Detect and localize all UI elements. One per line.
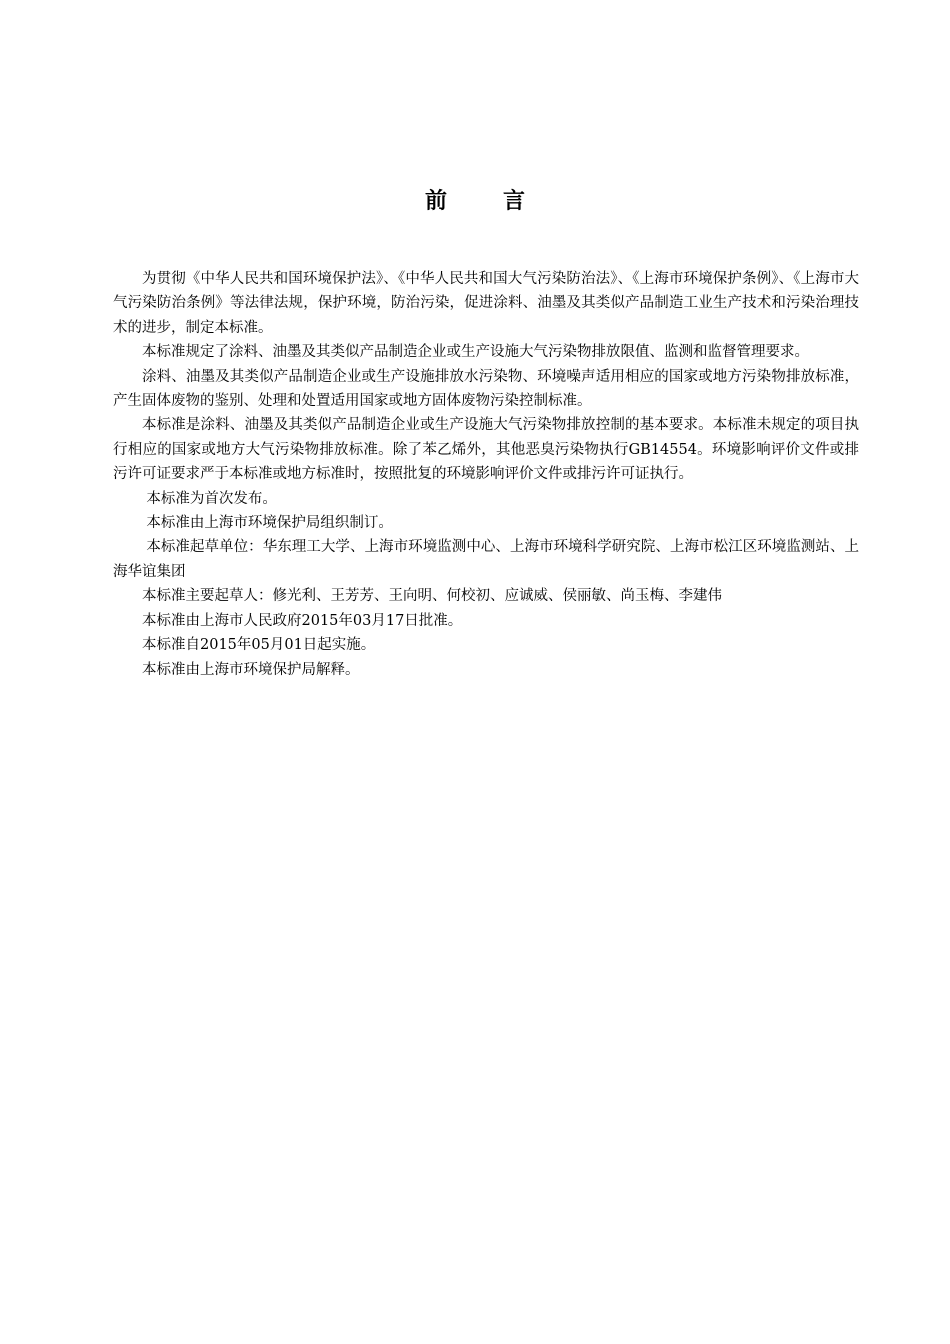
page-title xyxy=(0,184,950,215)
paragraph-effective-date: 本标准自2015年05月01日起实施。 xyxy=(142,637,376,654)
paragraph-first-release: 本标准为首次发布。 xyxy=(146,490,277,507)
paragraph-interpretation: 本标准由上海市环境保护局解释。 xyxy=(142,661,360,678)
title-char-1: 前 xyxy=(424,189,447,214)
paragraph-other-pollutants: 涂料、油墨及其类似产品制造企业或生产设施排放水污染物、环境噪声适用相应的国家或地方污染物排放标准，产生固体废物的鉴别、处理和处置适用国家或地方固体废物污染控制标准。 xyxy=(113,368,859,410)
paragraph-approval: 本标准由上海市人民政府2015年03月17日批准。 xyxy=(142,612,463,629)
preface-body xyxy=(113,267,859,682)
paragraph-purpose: 为贯彻《中华人民共和国环境保护法》、《中华人民共和国大气污染防治法》、《上海市环境保护条例》、《上海市大气污染防治条例》等法律法规，保护环境，防治污染，促进涂料、油墨及其类似产品制造工业生产技术和污染治理技术的进步，制定本标准。 xyxy=(113,271,859,336)
paragraph-drafters: 本标准主要起草人：修光利、王芳芳、王向明、何校初、应诚威、侯丽敏、尚玉梅、李建伟 xyxy=(142,588,722,605)
paragraph-scope: 本标准规定了涂料、油墨及其类似产品制造企业或生产设施大气污染物排放限值、监测和监督管理要求。 xyxy=(142,344,809,361)
paragraph-basic-requirements: 本标准是涂料、油墨及其类似产品制造企业或生产设施大气污染物排放控制的基本要求。本标准未规定的项目执行相应的国家或地方大气污染物排放标准。除了苯乙烯外，其他恶臭污染物执行GB14554。环境影响评价文件或排污许可证要求严于本标准或地方标准时，按照批复的环境影响评价文件或排污许可证执行。 xyxy=(113,417,859,483)
paragraph-organizer: 本标准由上海市环境保护局组织制订。 xyxy=(146,515,393,532)
paragraph-drafting-units: 本标准起草单位：华东理工大学、上海市环境监测中心、上海市环境科学研究院、上海市松江区环境监测站、上海华谊集团 xyxy=(113,539,859,580)
title-char-2: 言 xyxy=(503,189,526,214)
